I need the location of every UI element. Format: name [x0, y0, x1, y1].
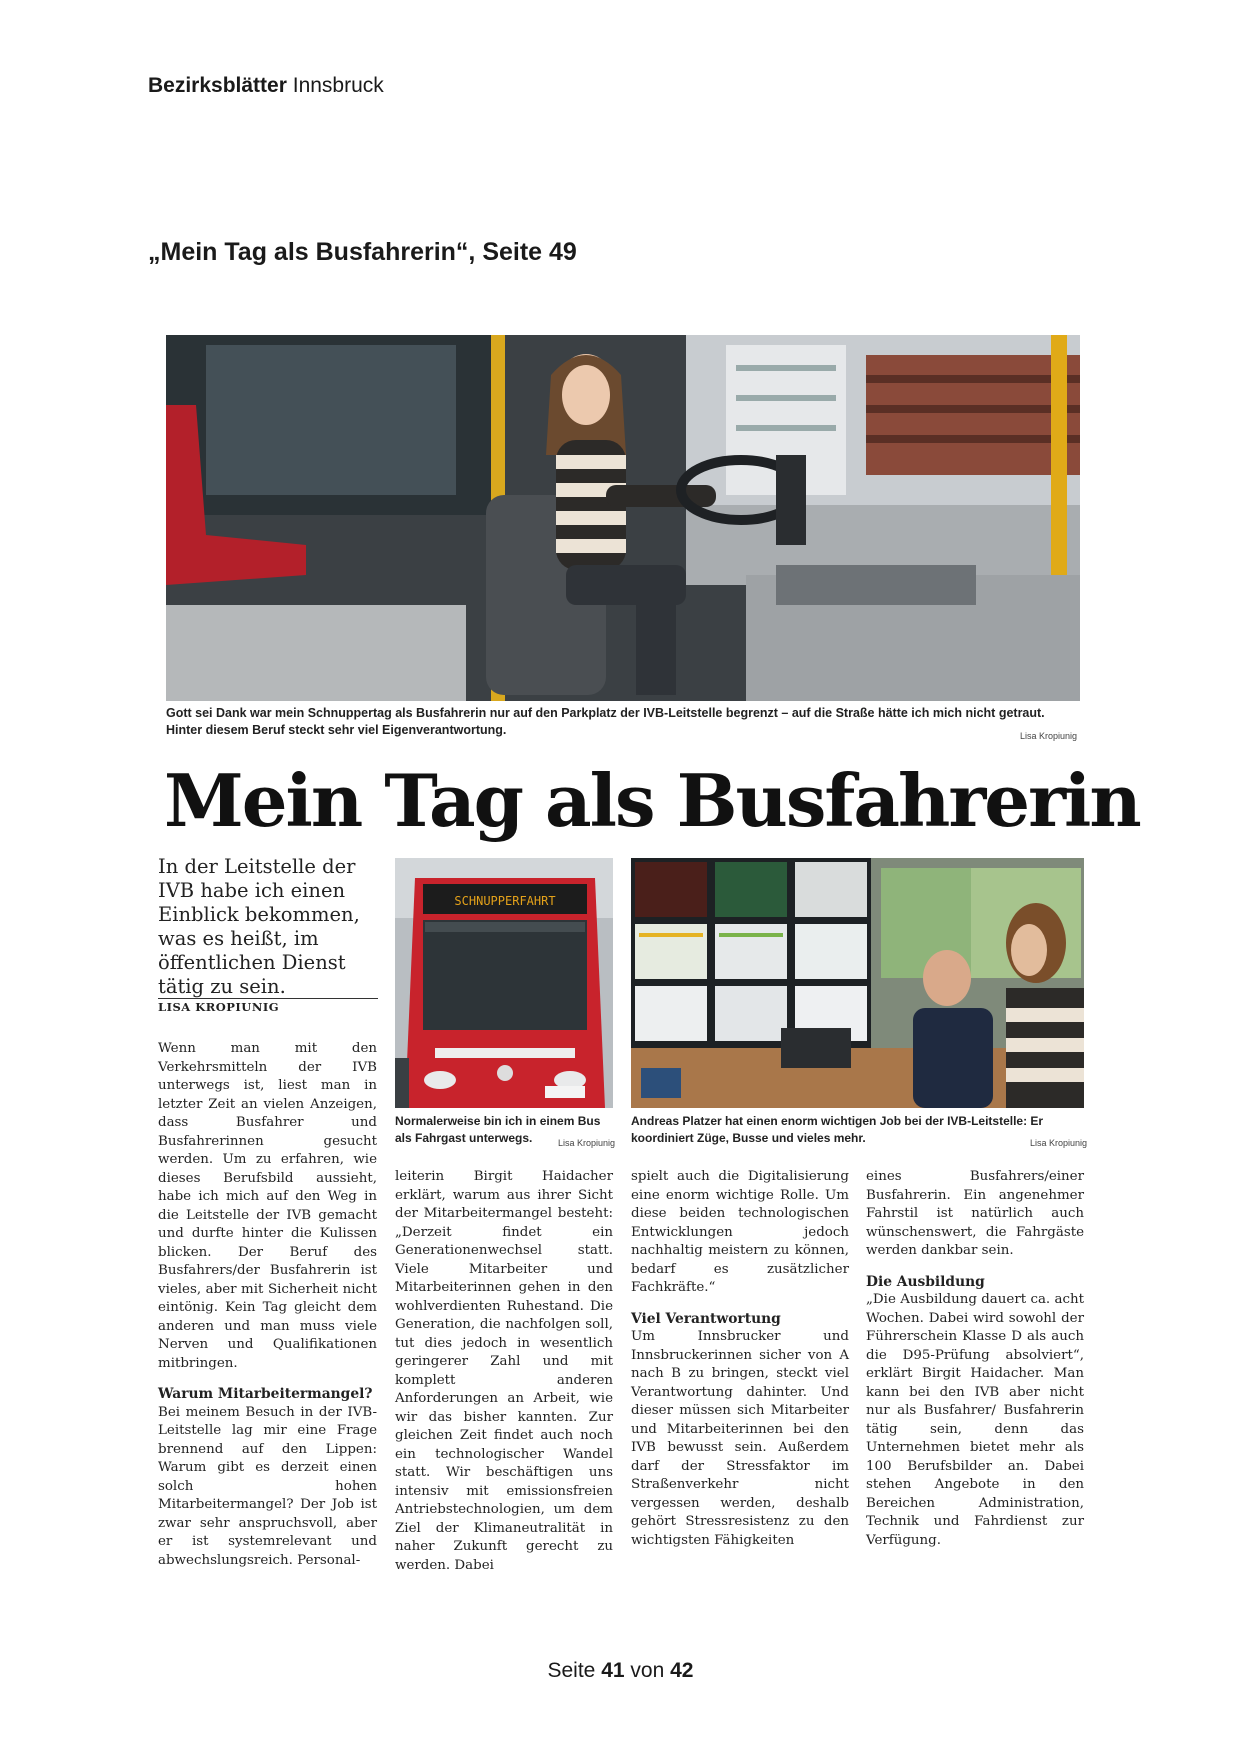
main-photo-credit: Lisa Kropiunig: [1020, 731, 1078, 741]
col3-subheading: Viel Verantwortung: [631, 1310, 781, 1327]
body-column-2: [395, 1168, 613, 1575]
page-total: 42: [670, 1659, 694, 1682]
body-column-1: [158, 1040, 377, 1570]
publication-bold: Bezirksblätter: [148, 74, 287, 97]
main-caption-line-2: Hinter diesem Beruf steckt sehr viel Eigenverantwortung.: [166, 723, 507, 737]
body-column-3: [631, 1168, 849, 1550]
main-photo: [166, 335, 1080, 701]
page-prefix: Seite: [547, 1659, 596, 1682]
bus-photo: [395, 858, 613, 1108]
article-headline: Mein Tag als Busfahrerin: [164, 758, 1140, 843]
col1-paragraph-1: Wenn man mit den Verkehrsmitteln der IVB unterwegs ist, liest man in letzter Zeit an vielen Anzeigen, dass Busfahrer und Busfahrerinnen gesucht werden. Um zu erfahren, wie dieses Berufsbild aussieht, habe ich mich auf den Weg in die Leitstelle der IVB gemacht und durfte hinter die Kulissen blicken. Der Beruf des Busfahrers/der Busfahrerin ist vieles, aber mit Sicherheit nicht eintönig. Kein Tag gleicht dem anderen und man muss viele Nerven und Qualifikationen mitbringen.: [158, 1041, 377, 1371]
control-caption-line-2: koordiniert Züge, Busse und vieles mehr.: [631, 1131, 866, 1145]
page-indicator: [0, 1659, 1241, 1683]
col2-paragraph-1: leiterin Birgit Haidacher erklärt, warum aus ihrer Sicht der Mitarbeitermangel besteht: „Derzeit findet ein Generationenwechsel statt. Viele Mitarbeiter und Mitarbeiterinnen gehen in den wohlverdienten Ruhestand. Die Generation, die nachfolgen soll, tut dies jedoch in wesentlich geringerer Zahl und mit komplett anderen Anforderungen an Arbeit, wie wir das bisher kannten. Zur gleichen Zeit findet auch noch ein technologischer Wandel statt. Wir beschäftigen uns intensiv mit emissionsfreien Antriebstechnologien, um dem Ziel der Klimaneutralität in naher Zukunft gerecht zu werden. Dabei: [395, 1169, 613, 1573]
control-photo-credit: Lisa Kropiunig: [1030, 1138, 1088, 1148]
bus-caption-line-2: als Fahrgast unterwegs.: [395, 1131, 533, 1145]
publication-name: [148, 74, 384, 98]
col4-subheading: Die Ausbildung: [866, 1273, 985, 1290]
byline: LISA KROPIUNIG: [158, 1000, 280, 1014]
bus-destination-sign: SCHNUPPERFAHRT: [454, 894, 556, 908]
control-photo-caption: [631, 1113, 1084, 1147]
bus-photo-credit: Lisa Kropiunig: [558, 1138, 616, 1148]
col3-paragraph-1: spielt auch die Digitalisierung eine enorm wichtige Rolle. Um diese beiden technologischen Entwicklungen jedoch nachhaltig meistern zu können, bedarf es zusätzlicher Fachkräfte.“: [631, 1169, 849, 1295]
page-current: 41: [601, 1659, 625, 1682]
col3-paragraph-2: Um Innsbrucker und Innsbruckerinnen sicher von A nach B zu bringen, steckt viel Verantwortung dahinter. Und dieser müssen sich Mitarbeiter und Mitarbeiterinnen bei den IVB bewusst sein. Außerdem darf der Stressfaktor im Straßenverkehr nicht vergessen werden, deshalb gehört Stressresistenz zu den wichtigsten Fähigkeiten: [631, 1329, 849, 1548]
body-column-4: [866, 1168, 1084, 1550]
control-caption-line-1: Andreas Platzer hat einen enorm wichtigen Job bei der IVB-Leitstelle: Er: [631, 1114, 1044, 1128]
article-lead: In der Leitstelle der IVB habe ich einen Einblick bekommen, was es heißt, im öffentlichen Dienst tätig zu sein.: [158, 855, 360, 998]
article-reference: „Mein Tag als Busfahrerin“, Seite 49: [148, 238, 577, 266]
bus-caption-line-1: Normalerweise bin ich in einem Bus: [395, 1114, 601, 1128]
control-room-photo: [631, 858, 1084, 1108]
byline-divider: [158, 998, 378, 999]
main-photo-caption: [166, 705, 1080, 739]
page-middle: von: [630, 1659, 665, 1682]
col4-paragraph-1: eines Busfahrers/einer Busfahrerin. Ein angenehmer Fahrstil ist natürlich auch wünschenswert, die Fahrgäste werden dankbar sein.: [866, 1169, 1084, 1258]
main-caption-line-1: Gott sei Dank war mein Schnuppertag als Busfahrerin nur auf den Parkplatz der IVB-Leitstelle begrenzt – auf die Straße hätte ich mich nicht getraut.: [166, 706, 1045, 720]
col1-subheading: Warum Mitarbeitermangel?: [158, 1386, 373, 1402]
publication-region: Innsbruck: [292, 74, 384, 97]
col4-paragraph-2: „Die Ausbildung dauert ca. acht Wochen. Dabei wird sowohl der Führerschein Klasse D als auch die D95-Prüfung absolviert“, erklärt Birgit Haidacher. Man kann bei den IVB aber nicht nur als Busfahrer/ Busfahrerin tätig sein, denn das Unternehmen bietet mehr als 100 Berufsbilder an. Dabei stehen Angebote in den Bereichen Administration, Technik und Fahrdienst zur Verfügung.: [866, 1292, 1084, 1548]
col1-paragraph-2: Bei meinem Besuch in der IVB-Leitstelle lag mir eine Frage brennend auf den Lippen: Warum gibt es derzeit einen solch hohen Mitarbeitermangel? Der Job ist zwar sehr anspruchsvoll, aber er ist systemrelevant und abwechslungsreich. Personal-: [158, 1404, 377, 1568]
